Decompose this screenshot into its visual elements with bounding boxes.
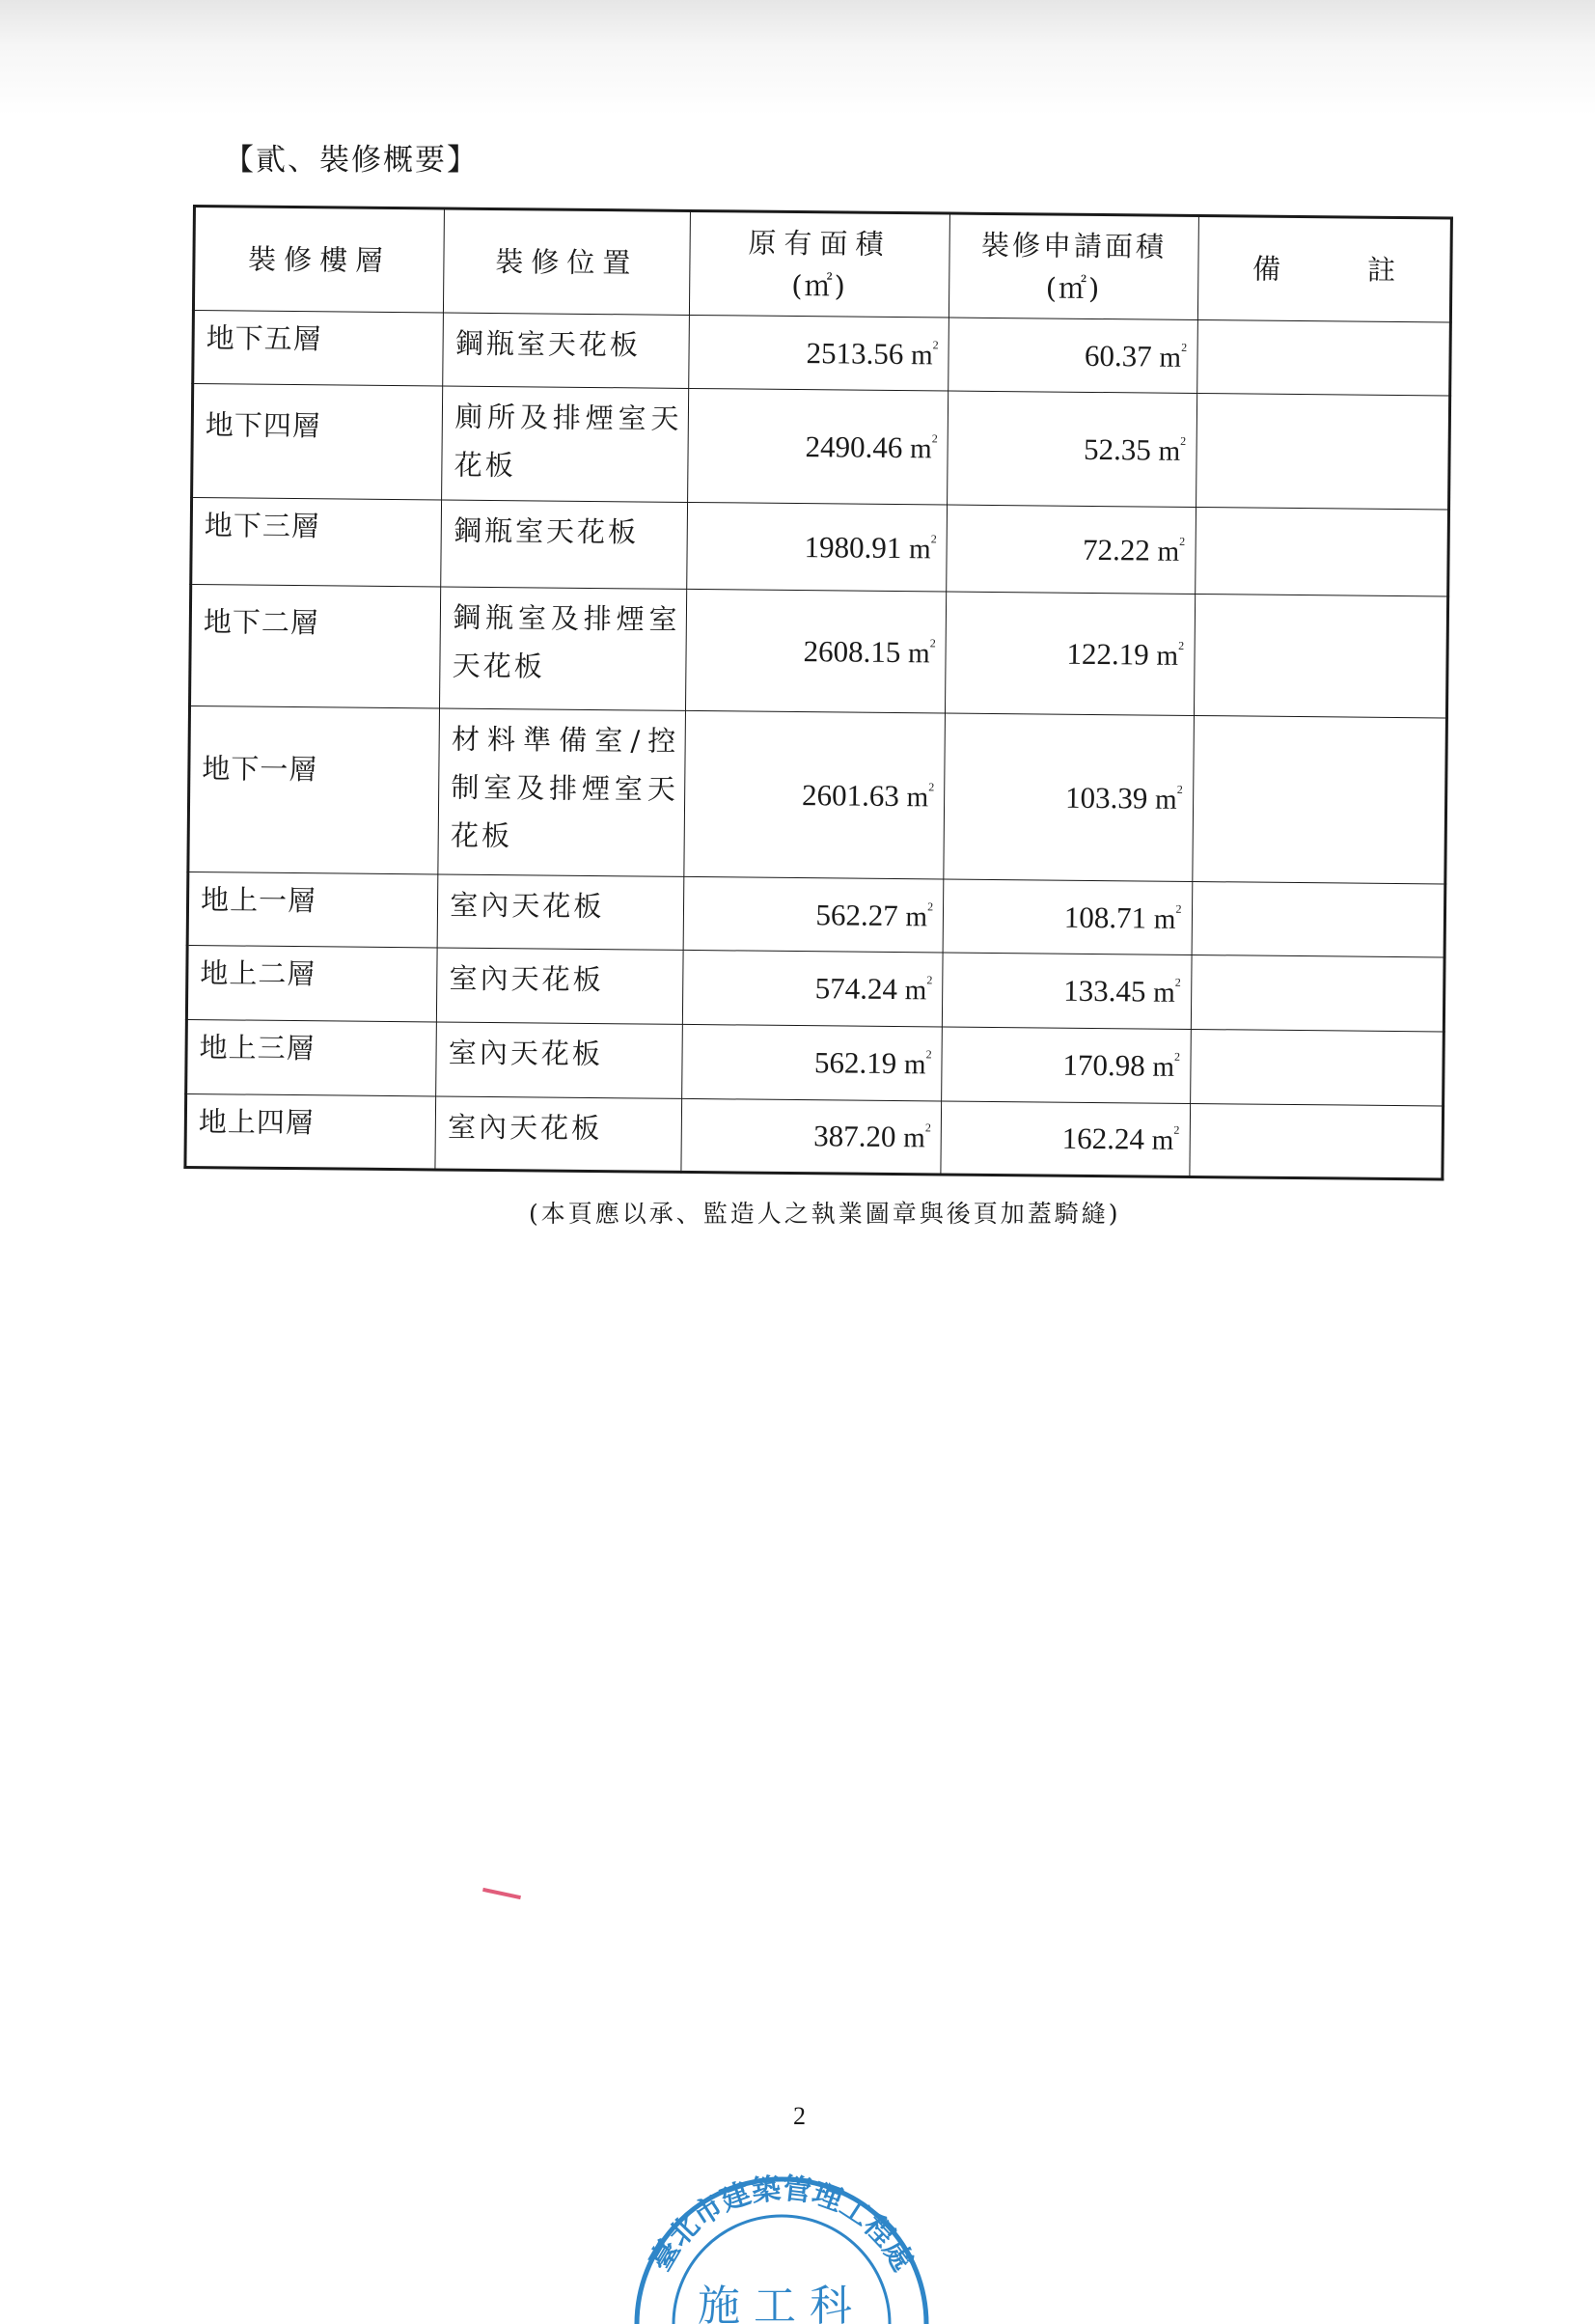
original-area-value: 562.27 bbox=[815, 897, 898, 932]
table-header-row bbox=[193, 207, 1451, 323]
header-applied-area-unit: (㎡) bbox=[1045, 271, 1102, 306]
red-ink-smudge bbox=[482, 1888, 521, 1899]
header-notes-char-1: 備 bbox=[1251, 252, 1281, 286]
cell-notes bbox=[1196, 319, 1450, 396]
cell-location: 鋼瓶室天花板 bbox=[443, 313, 689, 388]
unit-m2: $m^2$ bbox=[1158, 433, 1187, 467]
cell-floor: 地上四層 bbox=[185, 1093, 436, 1169]
cell-floor: 地下三層 bbox=[191, 498, 442, 587]
cell-original-area bbox=[683, 710, 945, 879]
cell-location: 廁所及排煙室天花板 bbox=[442, 386, 688, 502]
cell-location: 室內天花板 bbox=[437, 948, 683, 1024]
cell-applied-area bbox=[946, 592, 1196, 715]
original-area-value: 1980.91 bbox=[804, 529, 902, 565]
cell-notes bbox=[1192, 881, 1445, 957]
cell-original-area bbox=[685, 589, 947, 713]
table-row bbox=[191, 498, 1449, 597]
header-notes-char-2: 註 bbox=[1366, 253, 1396, 287]
cell-notes bbox=[1194, 594, 1448, 718]
seal-text: 臺北市建築管理工程處 bbox=[644, 2172, 920, 2278]
unit-m2: $m^2$ bbox=[903, 1047, 932, 1081]
original-area-value: 574.24 bbox=[814, 971, 898, 1007]
header-applied-area-label: 裝修申請面積 bbox=[980, 228, 1168, 263]
cell-applied-area bbox=[942, 1027, 1191, 1103]
unit-m2: $m^2$ bbox=[1157, 534, 1186, 567]
applied-area-value: 122.19 bbox=[1066, 636, 1149, 672]
table-row bbox=[187, 872, 1445, 957]
unit-m2: $m^2$ bbox=[903, 1120, 931, 1154]
unit-m2: $m^2$ bbox=[1156, 638, 1185, 672]
seal-inner-text: 施工科 bbox=[698, 2282, 866, 2324]
cell-original-area bbox=[686, 502, 947, 592]
cell-original-area bbox=[688, 315, 949, 391]
cell-original-area bbox=[683, 876, 944, 953]
header-notes bbox=[1197, 216, 1452, 323]
cell-notes bbox=[1190, 1029, 1444, 1106]
unit-m2: $m^2$ bbox=[905, 899, 934, 932]
applied-area-value: 103.39 bbox=[1064, 780, 1148, 816]
table-row bbox=[186, 1019, 1444, 1106]
page-number: 2 bbox=[793, 2102, 806, 2130]
applied-area-value: 133.45 bbox=[1063, 973, 1146, 1009]
cell-applied-area bbox=[948, 391, 1197, 507]
cell-applied-area bbox=[941, 1101, 1190, 1176]
official-seal-stamp bbox=[598, 2131, 965, 2324]
unit-m2: $m^2$ bbox=[910, 337, 939, 371]
cell-notes bbox=[1192, 715, 1446, 884]
table-row bbox=[190, 584, 1448, 718]
cell-floor: 地上一層 bbox=[187, 872, 438, 947]
unit-m2: $m^2$ bbox=[1159, 340, 1188, 374]
applied-area-value: 170.98 bbox=[1062, 1047, 1145, 1083]
cell-location: 室內天花板 bbox=[437, 874, 683, 950]
table-row bbox=[188, 706, 1447, 883]
original-area-value: 2601.63 bbox=[801, 777, 900, 813]
unit-m2: $m^2$ bbox=[1154, 782, 1183, 816]
unit-m2: $m^2$ bbox=[1153, 975, 1181, 1009]
unit-m2: $m^2$ bbox=[906, 779, 935, 813]
table-row bbox=[193, 311, 1451, 397]
header-original-area-label: 原有面積 bbox=[748, 226, 892, 261]
cell-location: 材料準備室/控制室及排煙室天花板 bbox=[438, 708, 685, 876]
unit-m2: $m^2$ bbox=[1151, 1122, 1180, 1156]
cell-applied-area bbox=[949, 318, 1197, 393]
cell-notes bbox=[1189, 1103, 1443, 1179]
cell-applied-area bbox=[947, 505, 1196, 594]
scan-shading bbox=[0, 0, 1595, 116]
cell-location: 室內天花板 bbox=[436, 1022, 682, 1098]
cell-floor: 地下五層 bbox=[193, 311, 444, 386]
header-original-area bbox=[689, 210, 949, 318]
cell-floor: 地下二層 bbox=[190, 584, 441, 707]
header-applied-area bbox=[949, 213, 1197, 319]
cell-floor: 地下一層 bbox=[188, 706, 440, 873]
unit-m2: $m^2$ bbox=[1153, 901, 1182, 935]
cell-notes bbox=[1191, 954, 1444, 1032]
original-area-value: 2608.15 bbox=[803, 633, 901, 669]
section-title: 【貳、裝修概要】 bbox=[224, 143, 479, 178]
table-row bbox=[185, 1093, 1444, 1179]
cell-floor: 地下四層 bbox=[192, 384, 443, 500]
unit-m2: $m^2$ bbox=[908, 531, 937, 565]
applied-area-value: 162.24 bbox=[1061, 1120, 1145, 1156]
cell-original-area bbox=[681, 1024, 942, 1101]
cell-original-area bbox=[680, 1098, 941, 1175]
cell-location: 鋼瓶室天花板 bbox=[441, 500, 687, 589]
header-original-area-unit: (㎡) bbox=[791, 268, 848, 303]
cell-location: 室內天花板 bbox=[435, 1096, 681, 1172]
cell-original-area bbox=[687, 388, 949, 505]
table-row bbox=[186, 945, 1444, 1032]
unit-m2: $m^2$ bbox=[904, 973, 933, 1007]
table-row bbox=[192, 384, 1450, 511]
seal-instruction-note: (本頁應以承、監造人之執業圖章與後頁加蓋騎縫) bbox=[529, 1200, 1121, 1228]
header-floor: 裝修樓層 bbox=[193, 207, 444, 313]
original-area-value: 387.20 bbox=[813, 1119, 896, 1154]
cell-applied-area bbox=[944, 713, 1194, 881]
cell-floor: 地上二層 bbox=[186, 945, 437, 1021]
cell-original-area bbox=[682, 950, 943, 1027]
original-area-value: 2513.56 bbox=[806, 335, 904, 371]
cell-notes bbox=[1196, 393, 1450, 510]
unit-m2: $m^2$ bbox=[907, 635, 936, 669]
applied-area-value: 72.22 bbox=[1082, 532, 1150, 567]
header-location: 裝修位置 bbox=[444, 208, 690, 315]
original-area-value: 2490.46 bbox=[805, 429, 903, 464]
unit-m2: $m^2$ bbox=[1152, 1049, 1181, 1083]
applied-area-value: 52.35 bbox=[1083, 431, 1151, 467]
applied-area-value: 108.71 bbox=[1063, 899, 1147, 935]
unit-m2: $m^2$ bbox=[909, 430, 938, 464]
renovation-summary-table bbox=[183, 205, 1453, 1180]
applied-area-value: 60.37 bbox=[1084, 338, 1152, 374]
cell-floor: 地上三層 bbox=[186, 1019, 437, 1095]
original-area-value: 562.19 bbox=[813, 1045, 897, 1081]
cell-notes bbox=[1195, 507, 1448, 596]
cell-location: 鋼瓶室及排煙室天花板 bbox=[440, 587, 687, 710]
cell-applied-area bbox=[943, 879, 1192, 954]
cell-applied-area bbox=[942, 953, 1191, 1029]
